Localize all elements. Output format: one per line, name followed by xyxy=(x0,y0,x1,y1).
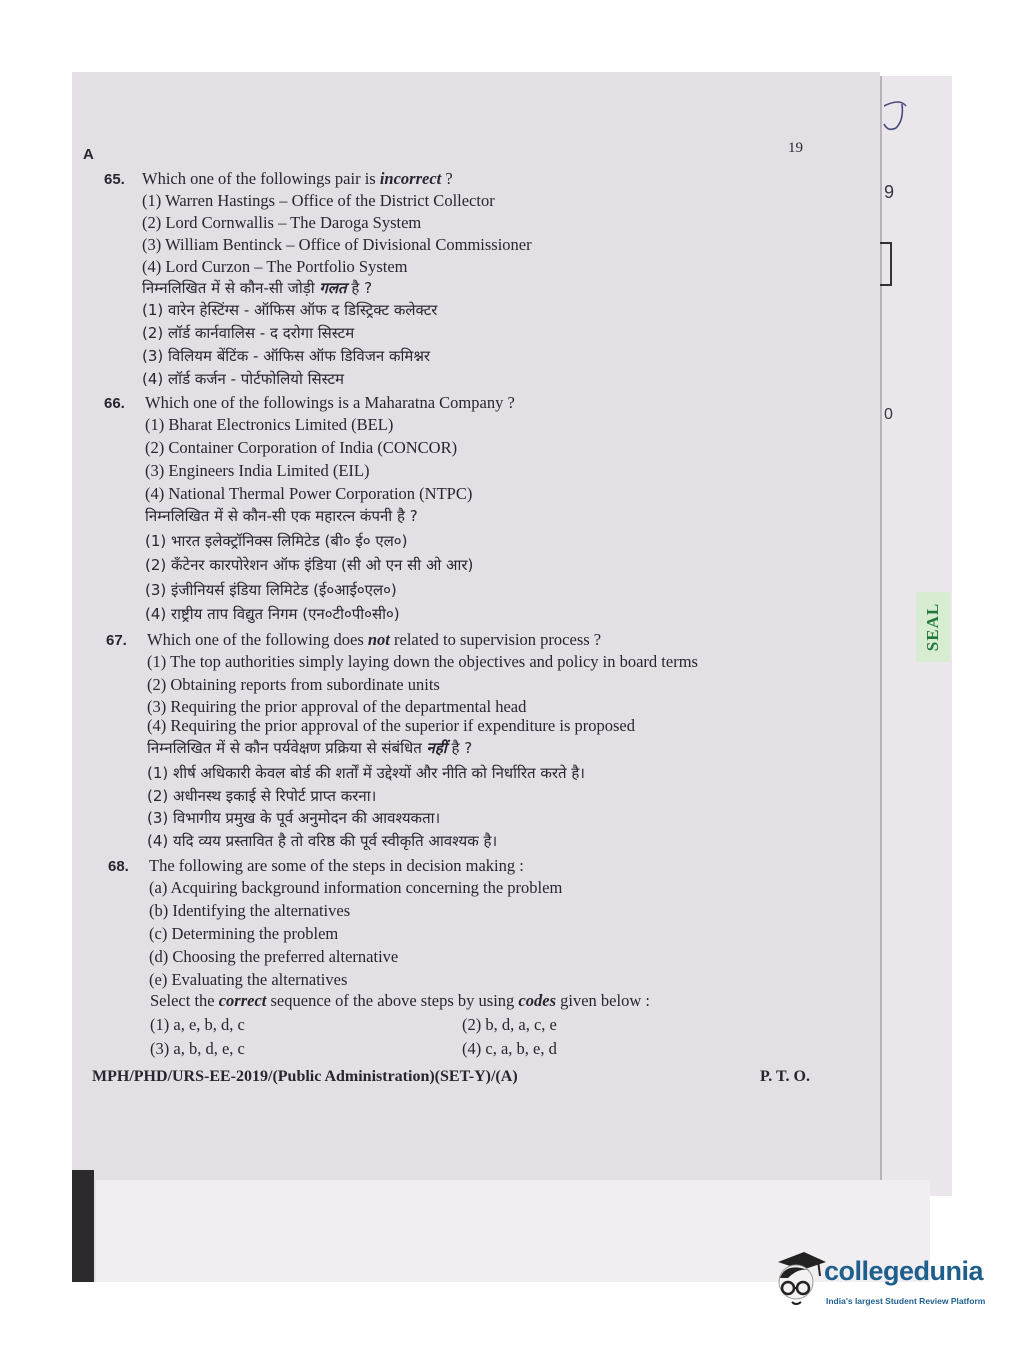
question-text-hi: निम्नलिखित में से कौन पर्यवेक्षण प्रक्रिया से संबंधित नहीं है ? xyxy=(147,739,473,757)
option-en: (4) National Thermal Power Corporation (NTPC) xyxy=(145,484,473,503)
question-number: 66. xyxy=(104,395,125,412)
code-option: (1) a, e, b, d, c xyxy=(150,1015,245,1034)
option-hi: (3) विलियम बेंटिंक - ऑफिस ऑफ डिविजन कमिश्नर xyxy=(142,347,431,365)
question-text-en: Which one of the followings is a Maharatna Company ? xyxy=(145,393,515,412)
step-item: (a) Acquiring background information concerning the problem xyxy=(149,878,563,897)
section-letter: A xyxy=(83,146,94,163)
step-item: (e) Evaluating the alternatives xyxy=(149,970,348,989)
option-hi: (3) इंजीनियर्स इंडिया लिमिटेड (ई०आई०एल०) xyxy=(145,581,397,599)
option-hi: (3) विभागीय प्रमुख के पूर्व अनुमोदन की आवश्यकता। xyxy=(147,809,441,827)
option-en: (1) The top authorities simply laying down the objectives and policy in board terms xyxy=(147,652,698,671)
question-text-hi: निम्नलिखित में से कौन-सी एक महारत्न कंपनी है ? xyxy=(145,507,418,525)
page-number: 19 xyxy=(788,140,803,156)
handwritten-mark-icon xyxy=(880,98,920,138)
code-option: (4) c, a, b, e, d xyxy=(462,1039,557,1058)
option-en: (4) Lord Curzon – The Portfolio System xyxy=(142,257,408,276)
option-en: (2) Container Corporation of India (CONCOR) xyxy=(145,438,458,457)
question-number: 65. xyxy=(104,171,125,188)
select-instruction: Select the correct sequence of the above steps by using codes given below : xyxy=(150,991,650,1010)
option-hi: (2) लॉर्ड कार्नवालिस - द दरोगा सिस्टम xyxy=(142,324,355,342)
option-en: (3) Engineers India Limited (EIL) xyxy=(145,461,370,480)
option-en: (3) Requiring the prior approval of the departmental head xyxy=(147,697,527,716)
option-en: (1) Bharat Electronics Limited (BEL) xyxy=(145,415,394,434)
seal-label: SEAL xyxy=(923,602,943,652)
mascot-icon xyxy=(768,1248,826,1318)
option-hi: (2) अधीनस्थ इकाई से रिपोर्ट प्राप्त करना। xyxy=(147,787,377,805)
question-number: 67. xyxy=(106,632,127,649)
option-hi: (1) भारत इलेक्ट्रॉनिक्स लिमिटेड (बी० ई० एल०) xyxy=(145,532,408,550)
question-number: 68. xyxy=(108,858,129,875)
question-text-hi: निम्नलिखित में से कौन-सी जोड़ी गलत है ? xyxy=(142,279,373,297)
option-hi: (2) कँटेनर कारपोरेशन ऑफ इंडिया (सी ओ एन सी ओ आर) xyxy=(145,556,474,574)
option-en: (4) Requiring the prior approval of the superior if expenditure is proposed xyxy=(147,716,635,735)
exam-code: MPH/PHD/URS-EE-2019/(Public Administration)(SET-Y)/(A) xyxy=(92,1068,518,1085)
option-en: (2) Lord Cornwallis – The Daroga System xyxy=(142,213,422,232)
collegedunia-logo xyxy=(768,1248,990,1318)
code-option: (2) b, d, a, c, e xyxy=(462,1015,557,1034)
bracket-mark xyxy=(880,242,892,286)
option-hi: (4) राष्ट्रीय ताप विद्युत निगम (एन०टी०पी०सी०) xyxy=(145,605,400,623)
option-hi: (4) लॉर्ड कर्जन - पोर्टफोलियो सिस्टम xyxy=(142,370,345,388)
option-en: (3) William Bentinck – Office of Divisional Commissioner xyxy=(142,235,532,254)
option-hi: (1) शीर्ष अधिकारी केवल बोर्ड की शर्तों में उद्देश्यों और नीति को निर्धारित करते है। xyxy=(147,764,585,782)
step-item: (c) Determining the problem xyxy=(149,924,339,943)
option-en: (2) Obtaining reports from subordinate units xyxy=(147,675,440,694)
logo-tagline: India's largest Student Review Platform xyxy=(826,1296,986,1306)
margin-mark: 0 xyxy=(884,406,893,423)
page-shadow xyxy=(72,1170,94,1282)
option-hi: (4) यदि व्यय प्रस्तावित है तो वरिष्ठ की पूर्व स्वीकृति आवश्यक है। xyxy=(147,832,498,850)
step-item: (b) Identifying the alternatives xyxy=(149,901,351,920)
logo-name: collegedunia xyxy=(824,1256,984,1286)
question-text-en: Which one of the following does not related to supervision process ? xyxy=(147,630,602,649)
question-text-en: Which one of the followings pair is incorrect ? xyxy=(142,169,453,188)
margin-mark: 9 xyxy=(884,182,895,202)
pto-label: P. T. O. xyxy=(760,1068,810,1085)
step-item: (d) Choosing the preferred alternative xyxy=(149,947,399,966)
option-en: (1) Warren Hastings – Office of the District Collector xyxy=(142,191,495,210)
code-option: (3) a, b, d, e, c xyxy=(150,1039,245,1058)
option-hi: (1) वारेन हेस्टिंग्स - ऑफिस ऑफ द डिस्ट्रिक्ट कलेक्टर xyxy=(142,301,438,319)
seal-stamp xyxy=(916,592,950,662)
question-text-en: The following are some of the steps in decision making : xyxy=(149,856,524,875)
